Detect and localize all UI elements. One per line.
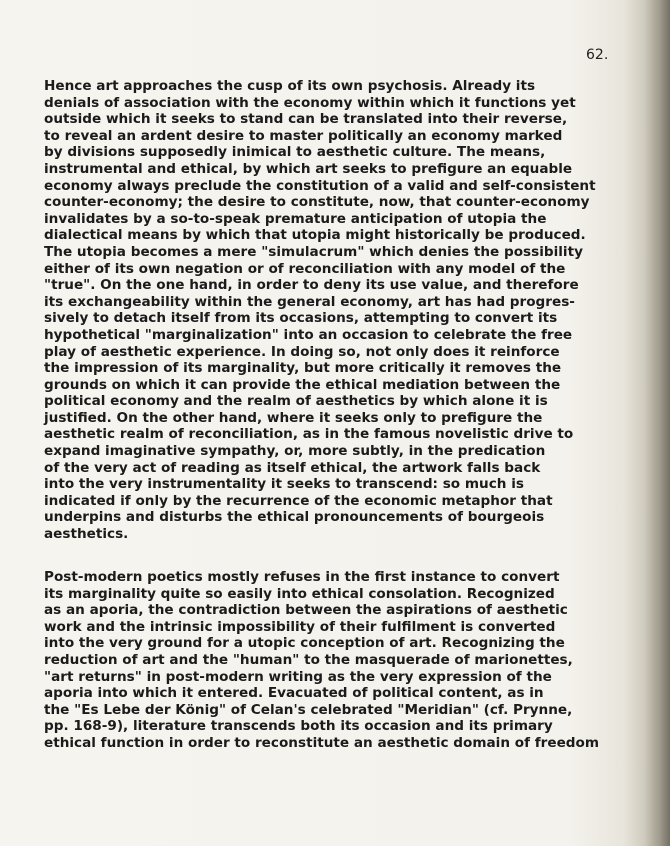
- text-line: its marginality quite so easily into ethical consolation. Recognized: [44, 585, 555, 602]
- text-line: instrumental and ethical, by which art seeks to prefigure an equable: [44, 160, 573, 177]
- text-line: play of aesthetic experience. In doing so, not only does it reinforce: [44, 343, 560, 360]
- text-line: hypothetical "marginalization" into an occasion to celebrate the free: [44, 326, 573, 343]
- text-line: aporia into which it entered. Evacuated of political content, as in: [44, 685, 544, 702]
- text-line: "art returns" in post-modern writing as the very expression of the: [44, 668, 552, 685]
- page-number: 62.: [586, 47, 609, 63]
- text-line: "true". On the one hand, in order to deny its use value, and therefore: [44, 277, 579, 294]
- text-line: Hence art approaches the cusp of its own psychosis. Already its: [44, 78, 536, 94]
- text-line: invalidates by a so-to-speak premature anticipation of utopia the: [44, 210, 547, 227]
- paragraph-1: [44, 78, 644, 543]
- text-line: work and the intrinsic impossibility of their fulfilment is converted: [44, 618, 556, 635]
- text-line: indicated if only by the recurrence of the economic metaphor that: [44, 492, 553, 509]
- text-line: as an aporia, the contradiction between the aspirations of aesthetic: [44, 602, 568, 619]
- text-line: political economy and the realm of aesthetics by which alone it is: [44, 393, 548, 410]
- text-line: denials of association with the economy within which it functions yet: [44, 94, 576, 111]
- text-line: grounds on which it can provide the ethical mediation between the: [44, 376, 561, 393]
- text-line: the "Es Lebe der König" of Celan's celebrated "Meridian" (cf. Prynne,: [44, 701, 573, 718]
- text-line: counter-economy; the desire to constitute, now, that counter-economy: [44, 194, 590, 211]
- text-line: The utopia becomes a mere "simulacrum" which denies the possibility: [44, 243, 583, 260]
- text-line: either of its own negation or of reconciliation with any model of the: [44, 260, 566, 277]
- page-edge-shadow: [644, 0, 670, 846]
- paragraph-2: [44, 569, 644, 752]
- text-line: aesthetics.: [44, 526, 129, 543]
- text-line: economy always preclude the constitution of a valid and self-consistent: [44, 177, 596, 194]
- text-line: justified. On the other hand, where it seeks only to prefigure the: [44, 409, 543, 426]
- text-line: of the very act of reading as itself ethical, the artwork falls back: [44, 459, 541, 476]
- text-line: outside which it seeks to stand can be translated into their reverse,: [44, 111, 568, 128]
- text-line: into the very instrumentality it seeks to transcend: so much is: [44, 476, 524, 493]
- text-line: into the very ground for a utopic conception of art. Recognizing the: [44, 635, 565, 652]
- text-line: pp. 168-9), literature transcends both its occasion and its primary: [44, 718, 553, 735]
- text-line: aesthetic realm of reconciliation, as in the famous novelistic drive to: [44, 426, 574, 443]
- text-line: Post-modern poetics mostly refuses in the first instance to convert: [44, 569, 560, 585]
- text-line: underpins and disturbs the ethical pronouncements of bourgeois: [44, 509, 545, 526]
- text-line: the impression of its marginality, but more critically it removes the: [44, 360, 562, 377]
- text-line: expand imaginative sympathy, or, more subtly, in the predication: [44, 443, 546, 460]
- text-line: dialectical means by which that utopia might historically be produced.: [44, 227, 586, 244]
- text-line: by divisions supposedly inimical to aesthetic culture. The means,: [44, 144, 546, 161]
- text-line: reduction of art and the "human" to the masquerade of marionettes,: [44, 651, 573, 668]
- text-line: sively to detach itself from its occasions, attempting to convert its: [44, 310, 558, 327]
- text-line: its exchangeability within the general economy, art has had progres-: [44, 293, 575, 310]
- text-line: to reveal an ardent desire to master politically an economy marked: [44, 127, 563, 144]
- text-line: ethical function in order to reconstitute an aesthetic domain of freedom: [44, 734, 600, 751]
